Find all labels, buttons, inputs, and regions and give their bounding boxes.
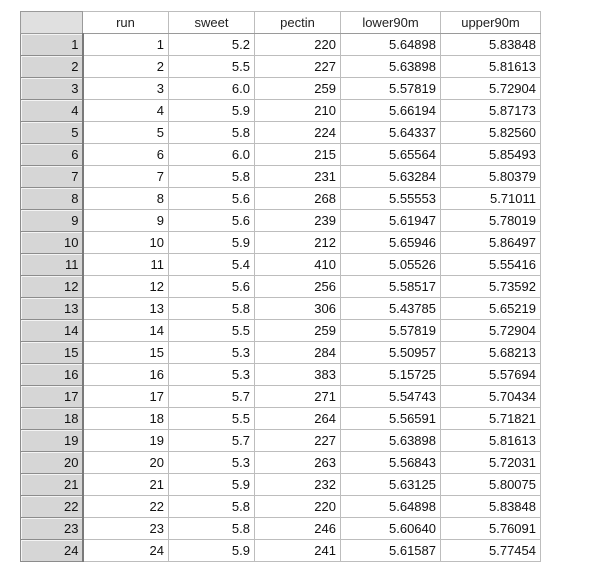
cell-upper90m[interactable]: 5.55416: [441, 254, 541, 276]
cell-sweet[interactable]: 6.0: [169, 78, 255, 100]
column-header-upper90m[interactable]: upper90m: [441, 12, 541, 34]
cell-pectin[interactable]: 246: [255, 518, 341, 540]
row-header[interactable]: 3: [21, 78, 83, 100]
row-header[interactable]: 5: [21, 122, 83, 144]
row-header[interactable]: 10: [21, 232, 83, 254]
cell-upper90m[interactable]: 5.85493: [441, 144, 541, 166]
row-header[interactable]: 16: [21, 364, 83, 386]
cell-lower90m[interactable]: 5.57819: [341, 78, 441, 100]
cell-run[interactable]: 6: [83, 144, 169, 166]
cell-lower90m[interactable]: 5.57819: [341, 320, 441, 342]
cell-sweet[interactable]: 5.6: [169, 276, 255, 298]
row-header[interactable]: 9: [21, 210, 83, 232]
cell-run[interactable]: 14: [83, 320, 169, 342]
cell-upper90m[interactable]: 5.72904: [441, 78, 541, 100]
cell-lower90m[interactable]: 5.43785: [341, 298, 441, 320]
cell-sweet[interactable]: 5.8: [169, 122, 255, 144]
cell-sweet[interactable]: 5.6: [169, 210, 255, 232]
cell-pectin[interactable]: 271: [255, 386, 341, 408]
row-header[interactable]: 23: [21, 518, 83, 540]
cell-upper90m[interactable]: 5.81613: [441, 56, 541, 78]
table-row: [21, 474, 541, 496]
table-row: [21, 166, 541, 188]
cell-lower90m[interactable]: 5.63284: [341, 166, 441, 188]
cell-upper90m[interactable]: 5.72031: [441, 452, 541, 474]
cell-lower90m[interactable]: 5.61947: [341, 210, 441, 232]
cell-upper90m[interactable]: 5.83848: [441, 496, 541, 518]
cell-sweet[interactable]: 5.4: [169, 254, 255, 276]
cell-run[interactable]: 16: [83, 364, 169, 386]
cell-run[interactable]: 15: [83, 342, 169, 364]
cell-upper90m[interactable]: 5.78019: [441, 210, 541, 232]
cell-sweet[interactable]: 5.3: [169, 342, 255, 364]
cell-lower90m[interactable]: 5.65564: [341, 144, 441, 166]
cell-pectin[interactable]: 220: [255, 34, 341, 56]
table-row: [21, 386, 541, 408]
cell-run[interactable]: 1: [83, 34, 169, 56]
cell-lower90m[interactable]: 5.15725: [341, 364, 441, 386]
table-row: [21, 364, 541, 386]
cell-upper90m[interactable]: 5.68213: [441, 342, 541, 364]
table-row: [21, 210, 541, 232]
cell-run[interactable]: 3: [83, 78, 169, 100]
cell-upper90m[interactable]: 5.71011: [441, 188, 541, 210]
grid-body: [21, 34, 541, 562]
cell-upper90m[interactable]: 5.76091: [441, 518, 541, 540]
cell-lower90m[interactable]: 5.50957: [341, 342, 441, 364]
row-header[interactable]: 18: [21, 408, 83, 430]
cell-lower90m[interactable]: 5.56591: [341, 408, 441, 430]
column-header-run[interactable]: run: [83, 12, 169, 34]
cell-run[interactable]: 11: [83, 254, 169, 276]
cell-run[interactable]: 7: [83, 166, 169, 188]
cell-run[interactable]: 21: [83, 474, 169, 496]
cell-pectin[interactable]: 256: [255, 276, 341, 298]
table-row: [21, 254, 541, 276]
cell-lower90m[interactable]: 5.63898: [341, 430, 441, 452]
table-row: [21, 276, 541, 298]
cell-pectin[interactable]: 210: [255, 100, 341, 122]
header-row: [21, 12, 541, 34]
cell-lower90m[interactable]: 5.55553: [341, 188, 441, 210]
row-header[interactable]: 6: [21, 144, 83, 166]
cell-lower90m[interactable]: 5.56843: [341, 452, 441, 474]
row-header[interactable]: 20: [21, 452, 83, 474]
cell-upper90m[interactable]: 5.72904: [441, 320, 541, 342]
cell-lower90m[interactable]: 5.64337: [341, 122, 441, 144]
row-header[interactable]: 7: [21, 166, 83, 188]
cell-run[interactable]: 18: [83, 408, 169, 430]
cell-pectin[interactable]: 227: [255, 430, 341, 452]
cell-run[interactable]: 2: [83, 56, 169, 78]
cell-run[interactable]: 20: [83, 452, 169, 474]
table-row: [21, 452, 541, 474]
cell-upper90m[interactable]: 5.65219: [441, 298, 541, 320]
table-row: [21, 496, 541, 518]
cell-pectin[interactable]: 215: [255, 144, 341, 166]
cell-upper90m[interactable]: 5.86497: [441, 232, 541, 254]
cell-lower90m[interactable]: 5.60640: [341, 518, 441, 540]
cell-sweet[interactable]: 5.5: [169, 408, 255, 430]
row-header[interactable]: 2: [21, 56, 83, 78]
cell-sweet[interactable]: 5.8: [169, 166, 255, 188]
cell-upper90m[interactable]: 5.71821: [441, 408, 541, 430]
cell-run[interactable]: 19: [83, 430, 169, 452]
cell-run[interactable]: 22: [83, 496, 169, 518]
row-header[interactable]: 13: [21, 298, 83, 320]
row-header[interactable]: 19: [21, 430, 83, 452]
cell-sweet[interactable]: 5.8: [169, 496, 255, 518]
cell-sweet[interactable]: 5.9: [169, 100, 255, 122]
table-row: [21, 34, 541, 56]
cell-run[interactable]: 9: [83, 210, 169, 232]
cell-pectin[interactable]: 259: [255, 320, 341, 342]
cell-lower90m[interactable]: 5.63125: [341, 474, 441, 496]
table-row: [21, 540, 541, 562]
cell-run[interactable]: 4: [83, 100, 169, 122]
cell-lower90m[interactable]: 5.54743: [341, 386, 441, 408]
cell-pectin[interactable]: 227: [255, 56, 341, 78]
cell-pectin[interactable]: 241: [255, 540, 341, 562]
cell-run[interactable]: 12: [83, 276, 169, 298]
cell-sweet[interactable]: 5.6: [169, 188, 255, 210]
cell-sweet[interactable]: 5.7: [169, 430, 255, 452]
row-header[interactable]: 17: [21, 386, 83, 408]
row-header[interactable]: 15: [21, 342, 83, 364]
cell-pectin[interactable]: 239: [255, 210, 341, 232]
cell-lower90m[interactable]: 5.05526: [341, 254, 441, 276]
row-header[interactable]: 4: [21, 100, 83, 122]
cell-run[interactable]: 13: [83, 298, 169, 320]
column-header-lower90m[interactable]: lower90m: [341, 12, 441, 34]
cell-lower90m[interactable]: 5.64898: [341, 34, 441, 56]
table-row: [21, 342, 541, 364]
table-row: [21, 144, 541, 166]
table-row: [21, 320, 541, 342]
cell-sweet[interactable]: 5.2: [169, 34, 255, 56]
column-header-pectin[interactable]: pectin: [255, 12, 341, 34]
cell-run[interactable]: 17: [83, 386, 169, 408]
row-header[interactable]: 21: [21, 474, 83, 496]
cell-sweet[interactable]: 5.8: [169, 298, 255, 320]
cell-sweet[interactable]: 5.9: [169, 540, 255, 562]
cell-sweet[interactable]: 6.0: [169, 144, 255, 166]
cell-sweet[interactable]: 5.8: [169, 518, 255, 540]
cell-sweet[interactable]: 5.9: [169, 474, 255, 496]
corner-cell[interactable]: [21, 12, 83, 34]
cell-run[interactable]: 24: [83, 540, 169, 562]
cell-lower90m[interactable]: 5.61587: [341, 540, 441, 562]
cell-pectin[interactable]: 220: [255, 496, 341, 518]
cell-pectin[interactable]: 224: [255, 122, 341, 144]
cell-upper90m[interactable]: 5.57694: [441, 364, 541, 386]
table-row: [21, 56, 541, 78]
table-row: [21, 518, 541, 540]
cell-lower90m[interactable]: 5.65946: [341, 232, 441, 254]
cell-pectin[interactable]: 259: [255, 78, 341, 100]
row-header[interactable]: 11: [21, 254, 83, 276]
cell-lower90m[interactable]: 5.64898: [341, 496, 441, 518]
cell-pectin[interactable]: 268: [255, 188, 341, 210]
row-header[interactable]: 22: [21, 496, 83, 518]
cell-pectin[interactable]: 264: [255, 408, 341, 430]
table-row: [21, 298, 541, 320]
table-row: [21, 408, 541, 430]
cell-sweet[interactable]: 5.3: [169, 364, 255, 386]
cell-sweet[interactable]: 5.7: [169, 386, 255, 408]
cell-lower90m[interactable]: 5.66194: [341, 100, 441, 122]
row-header[interactable]: 1: [21, 34, 83, 56]
cell-upper90m[interactable]: 5.83848: [441, 34, 541, 56]
data-grid[interactable]: [20, 11, 541, 562]
cell-pectin[interactable]: 306: [255, 298, 341, 320]
table-row: [21, 78, 541, 100]
cell-run[interactable]: 5: [83, 122, 169, 144]
row-header[interactable]: 14: [21, 320, 83, 342]
cell-pectin[interactable]: 263: [255, 452, 341, 474]
row-header[interactable]: 24: [21, 540, 83, 562]
cell-sweet[interactable]: 5.9: [169, 232, 255, 254]
table-row: [21, 430, 541, 452]
cell-pectin[interactable]: 212: [255, 232, 341, 254]
table-row: [21, 100, 541, 122]
cell-pectin[interactable]: 410: [255, 254, 341, 276]
column-header-sweet[interactable]: sweet: [169, 12, 255, 34]
table-row: [21, 232, 541, 254]
row-header[interactable]: 8: [21, 188, 83, 210]
cell-lower90m[interactable]: 5.58517: [341, 276, 441, 298]
cell-run[interactable]: 8: [83, 188, 169, 210]
table-row: [21, 188, 541, 210]
cell-upper90m[interactable]: 5.77454: [441, 540, 541, 562]
cell-run[interactable]: 23: [83, 518, 169, 540]
cell-pectin[interactable]: 232: [255, 474, 341, 496]
cell-upper90m[interactable]: 5.81613: [441, 430, 541, 452]
cell-pectin[interactable]: 383: [255, 364, 341, 386]
cell-sweet[interactable]: 5.5: [169, 56, 255, 78]
cell-run[interactable]: 10: [83, 232, 169, 254]
row-header[interactable]: 12: [21, 276, 83, 298]
cell-upper90m[interactable]: 5.70434: [441, 386, 541, 408]
cell-lower90m[interactable]: 5.63898: [341, 56, 441, 78]
cell-sweet[interactable]: 5.3: [169, 452, 255, 474]
cell-upper90m[interactable]: 5.80075: [441, 474, 541, 496]
table-row: [21, 122, 541, 144]
cell-pectin[interactable]: 284: [255, 342, 341, 364]
cell-upper90m[interactable]: 5.87173: [441, 100, 541, 122]
cell-upper90m[interactable]: 5.73592: [441, 276, 541, 298]
cell-upper90m[interactable]: 5.80379: [441, 166, 541, 188]
cell-sweet[interactable]: 5.5: [169, 320, 255, 342]
cell-pectin[interactable]: 231: [255, 166, 341, 188]
cell-upper90m[interactable]: 5.82560: [441, 122, 541, 144]
